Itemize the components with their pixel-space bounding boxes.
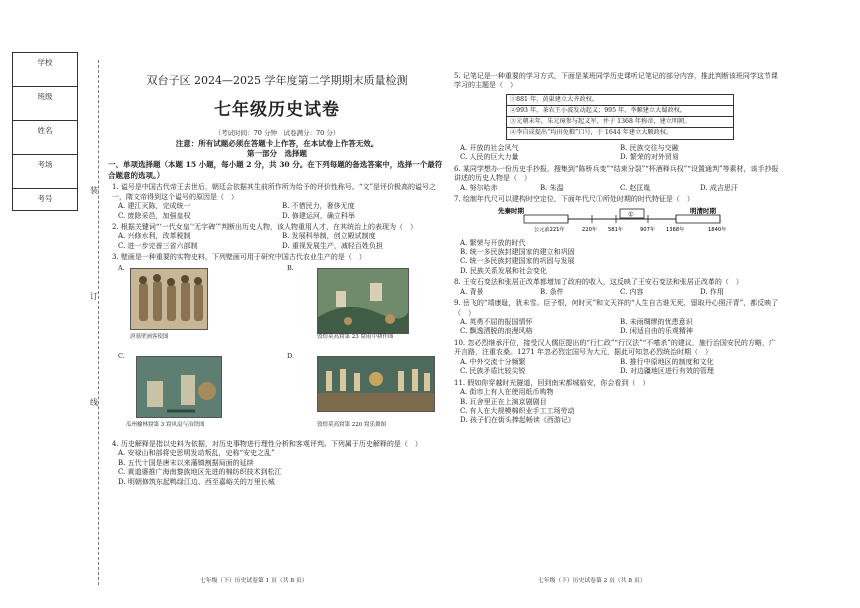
timeline-right-label: 明清时期 [690, 206, 716, 215]
question-11 [450, 379, 780, 426]
note-row: ②993 年，茶农王小波发动起义；995 年，李顺建立大蜀政权。 [507, 106, 733, 117]
right-page [450, 72, 780, 426]
option-b: B. 不惜民力，奢侈无度 [282, 202, 355, 211]
binding-char-xian: 线 [90, 398, 98, 407]
option-b: B. 朱温 [540, 183, 564, 192]
paper-title: 七年级历史试卷 [214, 99, 340, 120]
mural-farming-image [317, 268, 409, 334]
question-stem: 10. 忽必烈继承汗位，接受汉人儒臣提出的“行仁政”“行汉法”“不嗜杀”的建议，施行治国安民的方略，广开言路，注重农桑。1271 年忽必烈定国号为大元，据此可知忽必烈统治时期（ ） [454, 338, 776, 357]
part-heading: 第一部分 选择题 [247, 148, 307, 158]
mural-dance-image [317, 356, 435, 412]
name-field[interactable]: 姓名 [12, 120, 78, 142]
student-info-panel [12, 52, 78, 211]
option-b: B. 推行中原地区的制度和文化 [620, 357, 714, 366]
question-stem: 7. 绘制年代尺可以建构时空定位，下面年代尺①所处时期的时代特征是（ ） [454, 195, 694, 204]
question-stem: 9. 岳飞的“靖康耻，犹未雪。臣子恨，何时灭”和文天祥的“人生自古谁无死，留取丹心照汗青”，都反映了（ ） [454, 299, 779, 317]
timeline-tick: 1840年 [708, 226, 727, 233]
option-b: B. 民族交往与交融 [620, 143, 679, 152]
timeline-tick: 581年 [608, 226, 624, 233]
option-b: B. 发展科举制，创立殿试制度 [282, 232, 376, 241]
timeline [498, 207, 780, 237]
exam-room-field[interactable]: 考场 [12, 154, 78, 176]
option-d: D. 修建运河，确立科举 [282, 211, 355, 220]
option-a: A. 繁荣与开放的时代 [460, 238, 526, 247]
question-4 [108, 440, 446, 487]
question-stem: 11. 假如你穿越时光隧道，回到南宋都城临安，你会看到（ ） [454, 378, 650, 387]
option-c: C. 民族矛盾比较尖锐 [460, 367, 526, 376]
option-a: A. 背景 [460, 287, 484, 296]
option-b: B. 条件 [540, 287, 564, 296]
option-c: C. 飘逸洒脱的浪漫风格 [460, 327, 533, 336]
option-b: B. 五代十国是唐末以来藩镇割据局面的延续 [118, 458, 254, 467]
timeline-tick: 1368年 [666, 226, 685, 233]
option-b: B. 未雨绸缪的忧患意识 [620, 318, 693, 326]
footer-left: 七年级（下）历史试卷第 1 页（共 8 页） [200, 578, 308, 584]
option-a: A. 建江灭陈，完成统一 [118, 202, 191, 211]
mural-envoy-image [130, 268, 208, 330]
image-option-d: D. 敦煌莫高窟第 220 窟乐舞图 [287, 352, 446, 438]
question-9 [450, 299, 780, 337]
option-c: C. 统一多民族封建国家的巩固与发展 [460, 257, 575, 266]
section-heading: 一、单项选择题（本题 15 小题，每小题 2 分，共 30 分。在下列每题的备选答案中，选择一个最符合题意的选项。） [108, 159, 443, 181]
option-a: A. 英勇不屈的报国情怀 [460, 318, 533, 326]
note-row: ③元朝末年，朱元璋参与起义军，并于 1368 年称帝，建立明朝。 [507, 117, 733, 128]
option-c: C. 人民的巨大力量 [460, 153, 519, 162]
class-field[interactable]: 班级 [12, 86, 78, 108]
question-1 [108, 183, 446, 221]
timeline-tick: 907年 [640, 226, 656, 233]
question-7 [450, 195, 780, 276]
option-c: C. 进一步完善三省六部制 [118, 241, 198, 250]
binding-char-ding: 订 [90, 292, 98, 301]
footer-right: 七年级（下）历史试卷第 2 页（共 8 页） [538, 578, 646, 584]
left-page [108, 72, 446, 487]
exam-title: 双台子区 2024—2025 学年度第二学期期末质量检测 [146, 74, 408, 87]
option-c: C. 黄道婆推广海南黎族地区先进的棉纺织技术到松江 [118, 468, 282, 477]
exam-number-field[interactable]: 考号 [12, 188, 78, 210]
option-d: D. 孩子们在街头捧起畅读《西游记》 [460, 416, 575, 425]
school-field[interactable]: 学校 [12, 52, 78, 74]
note-row: ①881 年，黄巢建立大齐政权。 [507, 95, 733, 106]
option-d: D. 闲适自由的乐观精神 [620, 327, 693, 336]
note-row: ④李自成提出“均田免粮”口号，于 1644 年建立大顺政权。 [510, 128, 673, 136]
binding-char-zhuang: 装 [90, 186, 98, 195]
image-option-a: A. 唐墓壁画客使图 [118, 264, 277, 350]
question-stem: 6. 某同学想办一份历史手抄报，搜集到“陈桥兵变”“结束分裂”“杯酒释兵权”“设置通判”等素材，该手抄报讲述的历史人物是（ ） [454, 164, 779, 183]
option-c: C. 有人在大规模棉织业手工工场劳动 [460, 406, 575, 415]
timeline-tick: 公元前221年 [534, 226, 565, 233]
option-c: C. 内容 [620, 287, 644, 296]
question-2 [108, 223, 446, 251]
option-a: A. 兴修水利，改革税制 [118, 232, 191, 241]
option-d: D. 明朝修筑东起鸭绿江边、西至嘉峪关的万里长城 [118, 477, 275, 486]
image-option-c: C. 瓜州榆林窟第 3 窟风扇与冶铁图 [118, 352, 277, 438]
option-a: A. 安禄山和部将史思明发动叛乱，史称“安史之乱” [118, 449, 275, 458]
exam-meta: （考试时间：70 分钟 试卷满分：70 分） [214, 128, 340, 137]
option-a: A. 中外交流十分频繁 [460, 357, 526, 366]
option-d: D. 重视发展生产，减轻百姓负担 [282, 241, 383, 250]
question-5 [450, 72, 780, 163]
question-stem: 2. 根据关键词“‘一代女皇’‘无字碑’”判断出历史人物，该人物重用人才，在其统治上的表现为（ ） [112, 223, 417, 232]
question-stem: 5. 记笔记是一种重要的学习方式，下面是某班同学历史课听记笔记的部分内容，推此判断该班同学这节课学习的主题是（ ） [454, 72, 778, 90]
option-a: A. 开放的社会风气 [460, 143, 519, 152]
option-d: D. 成吉思汗 [700, 183, 738, 192]
image-option-b: B. 敦煌莫高窟第 23 窟雨中耕作图 [287, 264, 446, 350]
option-b: B. 统一多民族封建国家的建立和巩固 [460, 247, 575, 256]
option-c: C. 赵匡胤 [620, 183, 651, 192]
question-6 [450, 165, 780, 193]
question-3 [108, 253, 446, 437]
question-stem: 3. 壁画是一种重要的实物史料，下列壁画可用于研究中国古代农业生产的是（ ） [112, 253, 366, 262]
option-b: B. 瓦舍里正在上演京剧剧目 [460, 397, 547, 406]
option-d: D. 作用 [700, 287, 724, 296]
binding-line [98, 60, 99, 585]
option-d: D. 民族关系发展和社会变化 [460, 266, 547, 275]
option-a: A. 街市上有人在使用纸币购物 [460, 388, 554, 397]
option-c: C. 废除采邑，加强皇权 [118, 211, 191, 220]
question-10 [450, 339, 780, 377]
option-d: D. 对边疆地区进行有效的管理 [620, 367, 714, 376]
notice: 注意：所有试题必须在答题卡上作答，在本试卷上作答无效。 [175, 138, 379, 148]
question-stem: 8. 王安石变法和张居正改革都增加了政府的收入，这反映了王安石变法和张居正改革的（ ） [454, 278, 743, 287]
option-a: A. 努尔哈赤 [460, 183, 498, 192]
question-stem: 1. 谥号是中国古代帝王去世后，朝廷会依据其生前所作所为给予的评价性称号。“文”是评价极高的谥号之一，隋文帝得到这个谥号的原因是（ ） [112, 183, 437, 201]
timeline-marker: ① [628, 210, 634, 218]
timeline-left-label: 先秦时期 [498, 206, 524, 215]
timeline-tick: 220年 [582, 226, 598, 233]
question-stem: 4. 历史解释是指以史料为依据，对历史事物进行理性分析和客观评判。下列属于历史解释的是（ ） [112, 439, 422, 448]
notes-table [506, 94, 734, 140]
question-8 [450, 278, 780, 297]
option-d: D. 繁荣的对外贸易 [620, 153, 679, 162]
mural-smelting-image [136, 356, 222, 418]
